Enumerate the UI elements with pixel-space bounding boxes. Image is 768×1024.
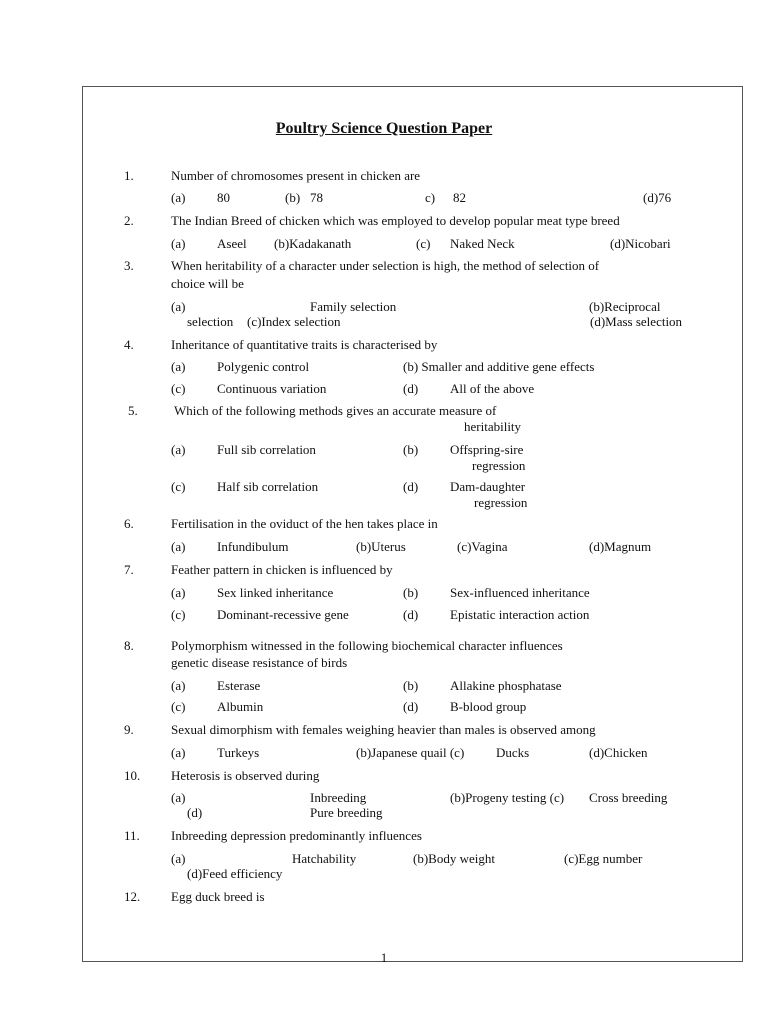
question-text: Number of chromosomes present in chicken are [171,168,421,183]
option-text: (b)Body weight [413,851,495,866]
question-number: 4. [124,337,134,352]
question-number: 8. [124,638,134,653]
option-label: (b) [403,442,419,457]
question-text: The Indian Breed of chicken which was employed to develop popular meat type breed [171,213,620,228]
question-number: 1. [124,168,134,183]
question-number: 10. [124,768,141,783]
option-text: Hatchability [292,851,357,866]
option-text: Turkeys [217,745,260,760]
option-text: (d)Chicken [589,745,648,760]
option-text: (b)Kadakanath [274,236,352,251]
option-label: (d) [403,381,419,396]
question-text: choice will be [171,276,244,291]
question-text: Polymorphism witnessed in the following biochemical character influences [171,638,563,653]
question-text: Egg duck breed is [171,889,265,904]
option-text: All of the above [450,381,535,396]
option-label: (a) [171,442,186,457]
option-label: (d) [403,699,419,714]
option-text: Offspring-sire [450,442,524,457]
option-text: Sex linked inheritance [217,585,334,600]
option-text: Aseel [217,236,247,251]
option-label: (a) [171,359,186,374]
question-text: When heritability of a character under selection is high, the method of selection of [171,258,600,273]
option-label: (a) [171,585,186,600]
page-title: Poultry Science Question Paper [275,120,493,137]
option-text: (b) Smaller and additive gene effects [403,359,595,374]
question-text: heritability [464,419,522,434]
option-label: (a) [171,190,186,205]
option-text: Esterase [217,678,261,693]
option-text: Polygenic control [217,359,310,374]
option-text: (b)Japanese quail (c) [356,745,465,760]
question-number: 9. [124,722,134,737]
question-text: Which of the following methods gives an accurate measure of [174,403,497,418]
option-text: (c)Vagina [457,539,508,554]
option-text: regression [474,495,528,510]
option-text: Half sib correlation [217,479,319,494]
question-number: 12. [124,889,141,904]
option-text: Dam-daughter [450,479,526,494]
option-label: (a) [171,745,186,760]
option-text: regression [472,458,526,473]
option-text: Allakine phosphatase [450,678,562,693]
question-text: Fertilisation in the oviduct of the hen takes place in [171,516,438,531]
option-text: (d)Feed efficiency [187,866,283,881]
option-label: (a) [171,678,186,693]
question-text: Sexual dimorphism with females weighing heavier than males is observed among [171,722,596,737]
option-text: (b)Progeny testing (c) [450,790,565,805]
question-text: Inbreeding depression predominantly influences [171,828,422,843]
option-label: (a) [171,236,186,251]
option-label: (a) [171,851,186,866]
option-label: (d) [187,805,203,820]
question-number: 3. [124,258,134,273]
question-text: Inheritance of quantitative traits is characterised by [171,337,438,352]
question-number: 11. [124,828,140,843]
question-number: 6. [124,516,134,531]
option-text: Cross breeding [589,790,668,805]
question-text: genetic disease resistance of birds [171,655,348,670]
option-text: Sex-influenced inheritance [450,585,590,600]
option-text: Full sib correlation [217,442,316,457]
option-label: (d) [403,479,419,494]
option-text: Naked Neck [450,236,515,251]
option-text: selection [187,314,234,329]
option-label: (b) [403,678,419,693]
option-label: (b) [285,190,301,205]
question-text: Feather pattern in chicken is influenced by [171,562,393,577]
option-text: Infundibulum [217,539,289,554]
option-text: Family selection [310,299,397,314]
option-text: Epistatic interaction action [450,607,590,622]
option-text: Continuous variation [217,381,327,396]
option-text: (c)Egg number [564,851,643,866]
option-text: (b)Uterus [356,539,406,554]
option-text: (c)Index selection [247,314,341,329]
option-text: (d)Magnum [589,539,652,554]
question-number: 7. [124,562,134,577]
option-label: (a) [171,790,186,805]
option-text: (d)Nicobari [610,236,671,251]
option-text: B-blood group [450,699,527,714]
option-text: 80 [217,190,230,205]
question-number: 2. [124,213,134,228]
option-label: c) [425,190,436,205]
option-label: (b) [403,585,419,600]
option-text: (b)Reciprocal [589,299,661,314]
option-label: (d) [403,607,419,622]
option-text: 82 [453,190,466,205]
option-text: Pure breeding [310,805,383,820]
option-text: Inbreeding [310,790,367,805]
option-label: (a) [171,299,186,314]
question-text: Heterosis is observed during [171,768,320,783]
option-text: Ducks [496,745,530,760]
option-label: (a) [171,539,186,554]
option-label: (c) [171,381,186,396]
option-text: (d)76 [643,190,672,205]
option-label: (c) [171,479,186,494]
option-text: (d)Mass selection [590,314,683,329]
option-label: (c) [416,236,431,251]
option-text: Albumin [217,699,264,714]
question-number: 5. [128,403,138,418]
page-number: 1 [380,950,388,965]
option-label: (c) [171,699,186,714]
option-text: 78 [310,190,323,205]
option-label: (c) [171,607,186,622]
option-text: Dominant-recessive gene [217,607,349,622]
